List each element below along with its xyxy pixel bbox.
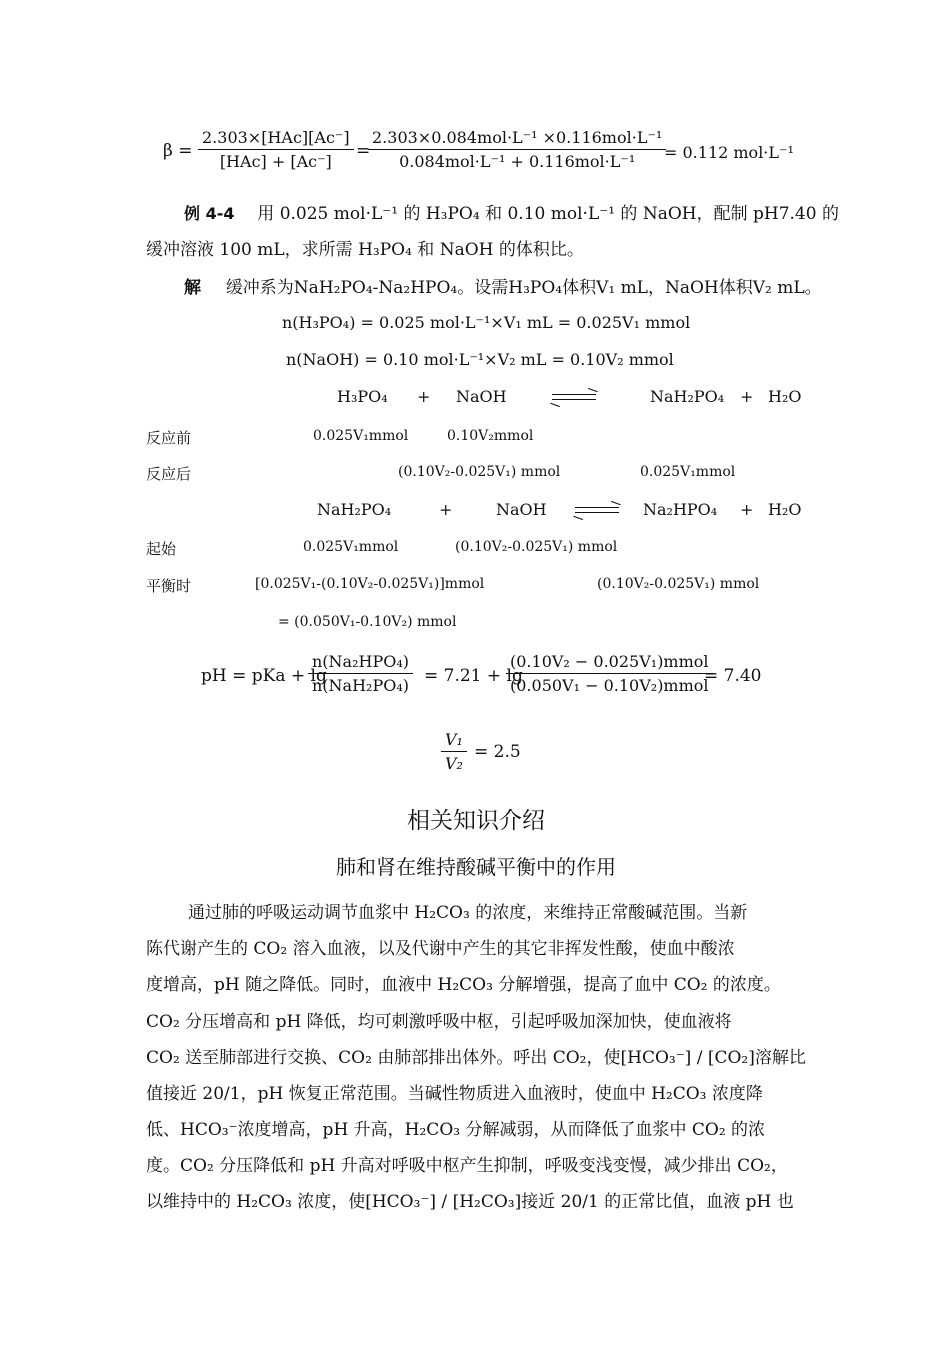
body-line: 通过肺的呼吸运动调节血浆中 H₂CO₃ 的浓度，来维持正常酸碱范围。当新: [188, 903, 748, 923]
solution-line: [184, 273, 822, 298]
reaction-1-reactant-1: H₃PO₄: [337, 387, 388, 406]
reaction-1-reactant-2: NaOH: [456, 387, 507, 406]
body-line: CO₂ 送至肺部进行交换、CO₂ 由肺部排出体外。呼出 CO₂，使[HCO₃⁻] / [CO₂]溶解比: [146, 1048, 806, 1068]
reaction-1-plus-1: +: [417, 387, 431, 406]
before-reactant-2: 0.10V₂mmol: [447, 428, 534, 444]
ph-fraction-1: [308, 652, 413, 695]
start-reactant-1: 0.025V₁mmol: [303, 539, 399, 555]
row-start-label: 起始: [146, 540, 177, 558]
body-line: 度。CO₂ 分压降低和 pH 升高对呼吸中枢产生抑制，呼吸变浅变慢，减少排出 CO₂，: [146, 1156, 788, 1176]
ratio-numerator: V₁: [445, 730, 463, 749]
ph-fraction-2-numerator: (0.10V₂ − 0.025V₁)mmol: [510, 652, 709, 671]
beta-fraction-1-denominator: [HAc] + [Ac⁻]: [219, 152, 332, 171]
reaction-2-plus-2: +: [740, 500, 754, 519]
reaction-1-product-1: NaH₂PO₄: [650, 387, 725, 406]
body-line: 值接近 20/1，pH 恢复正常范围。当碱性物质进入血液时，使血中 H₂CO₃ 浓度降: [146, 1084, 763, 1104]
n-naoh-equation: n(NaOH) = 0.10 mol·L⁻¹×V₂ mL = 0.10V₂ mmol: [286, 350, 674, 369]
beta-fraction-2-numerator: 2.303×0.084mol·L⁻¹ ×0.116mol·L⁻¹: [372, 128, 663, 147]
ph-fraction-2: [506, 652, 713, 695]
ph-fraction-1-denominator: n(NaH₂PO₄): [312, 676, 409, 695]
after-product-1: 0.025V₁mmol: [640, 464, 736, 480]
ph-fraction-2-denominator: (0.050V₁ − 0.10V₂)mmol: [510, 676, 709, 695]
example-text-1: 用 0.025 mol·L⁻¹ 的 H₃PO₄ 和 0.10 mol·L⁻¹ 的 NaOH，配制 pH7.40 的: [257, 204, 839, 224]
row-equilibrium-label: 平衡时: [146, 577, 192, 595]
subsection-title: 肺和肾在维持酸碱平衡中的作用: [336, 855, 616, 879]
section-title: 相关知识介绍: [407, 808, 545, 834]
ph-lhs: pH = pKa + lg: [201, 666, 327, 686]
after-reactant-2: (0.10V₂-0.025V₁) mmol: [398, 464, 561, 480]
solution-text: 缓冲系为NaH₂PO₄-Na₂HPO₄。设需H₃PO₄体积V₁ mL，NaOH体积V₂ mL。: [225, 278, 822, 298]
row-after-label: 反应后: [146, 465, 192, 483]
ratio-denominator: V₂: [445, 754, 463, 773]
equilibrium-arrow-icon: [575, 504, 619, 516]
beta-fraction-2-denominator: 0.084mol·L⁻¹ + 0.116mol·L⁻¹: [399, 152, 636, 171]
reaction-2-reactant-1: NaH₂PO₄: [317, 500, 392, 519]
body-line: 以维持中的 H₂CO₃ 浓度，使[HCO₃⁻] / [H₂CO₃]接近 20/1 的正常比值，血液 pH 也: [146, 1192, 794, 1212]
reaction-1-plus-2: +: [740, 387, 754, 406]
solution-label: 解: [184, 278, 201, 298]
ph-fraction-1-numerator: n(Na₂HPO₄): [312, 652, 409, 671]
row-before-label: 反应前: [146, 429, 192, 447]
reaction-2-reactant-2: NaOH: [496, 500, 547, 519]
beta-result: = 0.112 mol·L⁻¹: [664, 143, 794, 162]
beta-lhs: β =: [163, 141, 193, 161]
beta-fraction-2: [368, 128, 666, 171]
body-line: 陈代谢产生的 CO₂ 溶入血液，以及代谢中产生的其它非挥发性酸，使血中酸浓: [146, 939, 735, 959]
ratio-result: = 2.5: [474, 742, 521, 762]
reaction-2-product-2: H₂O: [768, 500, 802, 519]
n-h3po4-equation: n(H₃PO₄) = 0.025 mol·L⁻¹×V₁ mL = 0.025V₁ mmol: [282, 313, 691, 332]
body-line: CO₂ 分压增高和 pH 降低，均可刺激呼吸中枢，引起呼吸加深加快，使血液将: [146, 1012, 732, 1032]
ph-middle: = 7.21 + lg: [424, 666, 523, 686]
start-reactant-2: (0.10V₂-0.025V₁) mmol: [455, 539, 618, 555]
example-line-1: [184, 199, 839, 224]
body-line: 度增高，pH 随之降低。同时，血液中 H₂CO₃ 分解增强，提高了血中 CO₂ 的浓度。: [146, 975, 781, 995]
equilibrium-reactant-1-simplified: = (0.050V₁-0.10V₂) mmol: [278, 614, 457, 630]
ph-result: = 7.40: [704, 666, 762, 686]
beta-equals: =: [356, 141, 371, 161]
body-line: 低、HCO₃⁻浓度增高，pH 升高，H₂CO₃ 分解减弱，从而降低了血浆中 CO₂ 的浓: [146, 1120, 766, 1140]
reaction-2-product-1: Na₂HPO₄: [643, 500, 718, 519]
example-line-2: 缓冲溶液 100 mL，求所需 H₃PO₄ 和 NaOH 的体积比。: [146, 240, 584, 260]
beta-fraction-1-numerator: 2.303×[HAc][Ac⁻]: [202, 128, 350, 147]
reaction-2-plus-1: +: [439, 500, 453, 519]
equilibrium-product-1: (0.10V₂-0.025V₁) mmol: [597, 576, 760, 592]
reaction-1-product-2: H₂O: [768, 387, 802, 406]
equilibrium-arrow-icon: [552, 391, 596, 403]
equilibrium-reactant-1: [0.025V₁-(0.10V₂-0.025V₁)]mmol: [255, 576, 485, 592]
before-reactant-1: 0.025V₁mmol: [313, 428, 409, 444]
example-label: 例 4-4: [184, 204, 235, 223]
beta-fraction-1: [198, 128, 354, 171]
ratio-fraction: [441, 730, 467, 773]
